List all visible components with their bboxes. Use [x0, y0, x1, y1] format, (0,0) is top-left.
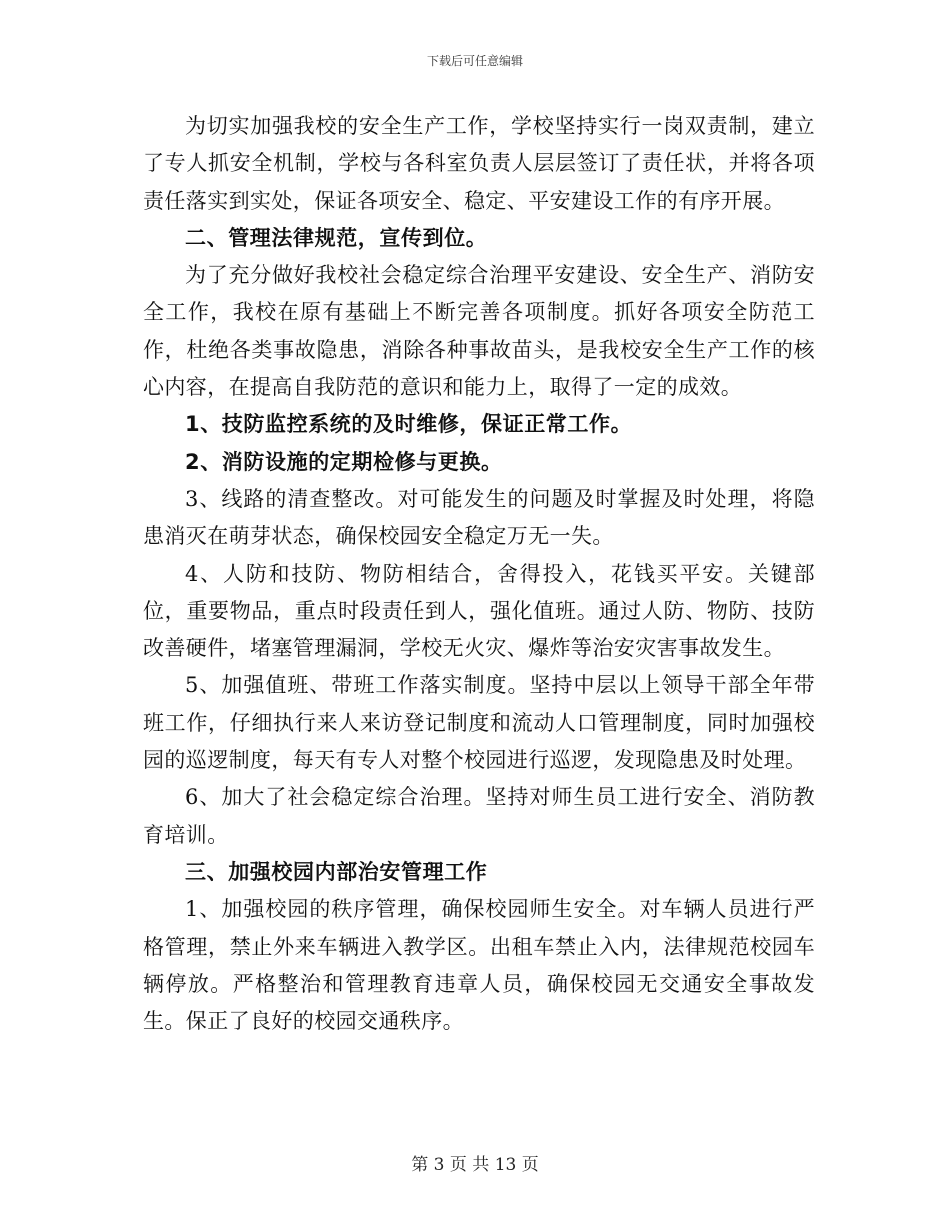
document-body [143, 108, 815, 1040]
paragraph-section-2-intro: 为了充分做好我校社会稳定综合治理平安建设、安全生产、消防安全工作，我校在原有基础上不断完善各项制度。抓好各项安全防范工作，杜绝各类事故隐患，消除各种事故苗头，是我校安全生产工作的核心内容，在提高自我防范的意识和能力上，取得了一定的成效。 [143, 263, 815, 400]
page-number: 第 3 页 共 13 页 [411, 1155, 539, 1175]
item-fire-facilities: 2、消防设施的定期检修与更换。 [185, 449, 503, 474]
item-social-governance: 6、加大了社会稳定综合治理。坚持对师生员工进行安全、消防教育培训。 [143, 785, 815, 847]
header-note: 下载后可任意编辑 [426, 54, 523, 68]
paragraph-responsibility: 为切实加强我校的安全生产工作，学校坚持实行一岗双责制，建立了专人抓安全机制，学校与各科室负责人层层签订了责任状，并将各项责任落实到实处，保证各项安全、稳定、平安建设工作的有序开展。 [143, 114, 815, 213]
item-combined-defense: 4、人防和技防、物防相结合，舍得投入，花钱买平安。关键部位，重要物品，重点时段责任到人，强化值班。通过人防、物防、技防改善硬件，堵塞管理漏洞，学校无火灾、爆炸等治安灾害事故发生。 [143, 561, 815, 661]
item-campus-order: 1、加强校园的秩序管理，确保校园师生安全。对车辆人员进行严格管理，禁止外来车辆进入教学区。出租车禁止入内，法律规范校园车辆停放。严格整治和管理教育违章人员，确保校园无交通安全事故发生。保正了良好的校园交通秩序。 [143, 897, 815, 1034]
heading-section-2: 二、管理法律规范，宣传到位。 [185, 225, 488, 250]
item-monitoring-repair: 1、技防监控系统的及时维修，保证正常工作。 [185, 412, 633, 437]
heading-section-3: 三、加强校园内部治安管理工作 [185, 859, 488, 884]
item-duty-system: 5、加强值班、带班工作落实制度。坚持中层以上领导干部全年带班工作，仔细执行来人来访登记制度和流动人口管理制度，同时加强校园的巡逻制度，每天有专人对整个校园进行巡逻，发现隐患及时处理。 [143, 673, 815, 773]
item-wiring-check: 3、线路的清查整改。对可能发生的问题及时掌握及时处理，将隐患消灭在萌芽状态，确保校园安全稳定万无一失。 [143, 486, 815, 549]
